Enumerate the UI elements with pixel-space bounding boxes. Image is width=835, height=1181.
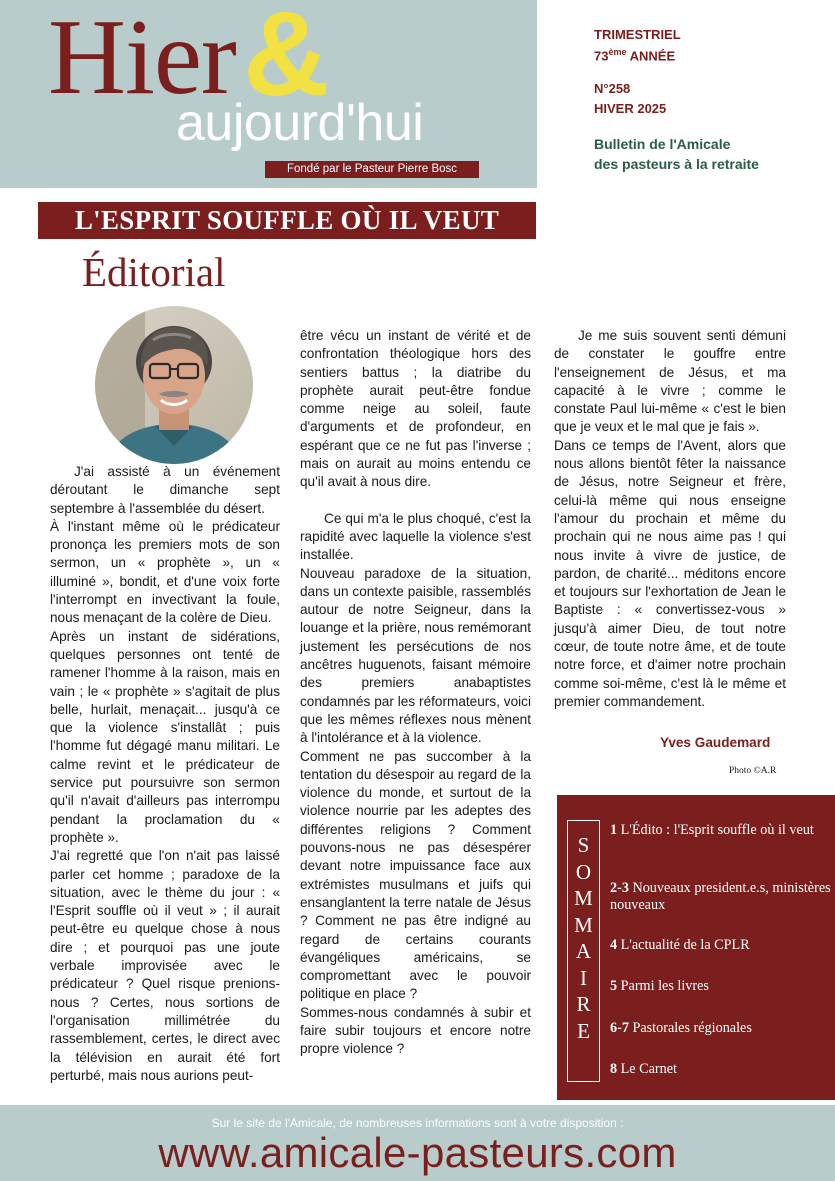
portrait-photo: [95, 306, 253, 464]
sommaire-item-number: 4: [610, 937, 618, 953]
section-title: Éditorial: [82, 249, 226, 295]
sommaire-item-text: L'Édito : l'Esprit souffle où il veut: [620, 822, 814, 838]
sommaire-letter: R: [576, 992, 591, 1016]
sommaire-item-number: 1: [610, 822, 618, 838]
sommaire-item[interactable]: [610, 1061, 832, 1078]
photo-credit: Photo ©A.R: [729, 766, 777, 776]
article-author: Yves Gaudemard: [660, 735, 771, 750]
paragraph: Je me suis souvent senti démuni de constater le gouffre entre l'enseignement de Jésus, et ma capacité à le vivre ; comme le constate Paul lui-même « c'est le bien que je veux et le mal que je fais ».: [554, 328, 786, 435]
article-column-3: [554, 327, 786, 711]
author-portrait: [95, 306, 253, 464]
sommaire-letter: E: [577, 1018, 590, 1043]
publication-year: [594, 44, 675, 64]
sommaire-item-text: Nouveaux president.e.s, ministères nouveaux: [610, 880, 831, 913]
sommaire-item-text: Le Carnet: [620, 1061, 677, 1077]
paragraph: être vécu un instant de vérité et de confrontation théologique hors des sentiers battus ; la diatribe du prophète aurait peut-être fondue comme neige au soleil, faute d'arguments et de profondeur, en espérant que ce ne fut pas l'inverse ; mais on aurait au moins entendu ce qu'il avait à nous dire.: [300, 328, 531, 490]
bulletin-line-2: des pasteurs à la retraite: [594, 156, 759, 172]
paragraph: Nouveau paradoxe de la situation, dans un contexte paisible, rassemblés autour de notre Seigneur, dans la louange et la prière, nous remémorant justement les persécutions de nos ancêtres huguenots, faisant mémoire des premiers anabaptistes condamnés par les réformateurs, voici que les mêmes réflexes nous mènent à l'intolérance et à la violence.: [300, 565, 531, 746]
year-superscript: ème: [608, 47, 627, 57]
paragraph: Sommes-nous condamnés à subir et faire subir toujours et encore notre propre violence ?: [300, 1004, 531, 1057]
paragraph: Comment ne pas succomber à la tentation du désespoir au regard de la violence du monde, et surtout de la violence nourrie par les adeptes des différentes religions ? Comment pouvons-nous ne pas désespérer devant notre impuissance face aux extrémistes musulmans et juifs qui ensanglantent la terre natale de Jésus ? Comment ne pas être indigné au regard de certains courants évangéliques américains, se compromettant avec le pouvoir politique en place ?: [300, 748, 531, 1002]
sommaire-item-number: 8: [610, 1061, 618, 1077]
logo-ampersand: &: [243, 0, 330, 121]
sommaire-letter: M: [574, 886, 593, 910]
paragraph: Ce qui m'a le plus choqué, c'est la rapidité avec laquelle la violence s'est installée.: [300, 510, 531, 563]
sommaire-letter: S: [577, 833, 590, 857]
logo-aujourdhui-text: aujourd'hui: [176, 94, 424, 152]
sommaire-item[interactable]: [610, 1020, 832, 1037]
sommaire-letter: A: [575, 939, 592, 963]
article-headline: L'ESPRIT SOUFFLE OÙ IL VEUT: [38, 202, 536, 239]
website-link[interactable]: www.amicale-pasteurs.com: [158, 1129, 677, 1176]
bulletin-description: [594, 134, 814, 174]
year-word: ANNÉE: [626, 48, 676, 64]
founder-banner: Fondé par le Pasteur Pierre Bosc: [265, 161, 479, 178]
article-column-1: [50, 463, 280, 1085]
sommaire-item-number: 5: [610, 978, 618, 994]
sommaire-title: [567, 832, 600, 1044]
issue-season: HIVER 2025: [594, 101, 667, 116]
sommaire-item-text: Pastorales régionales: [632, 1020, 752, 1036]
sommaire-letter: O: [575, 859, 592, 884]
paragraph: À l'instant même où le prédicateur prononça les premiers mots de son sermon, un « prophète », un « illuminé », bondit, et d'une voix forte l'interrompt en invectivant la foule, nous menaçant de la colère de Dieu.: [50, 518, 280, 626]
paragraph: Dans ce temps de l'Avent, alors que nous allons bientôt fêter la naissance de Jésus, notre Seigneur et frère, celui-là même qui nous enseigne l'amour du prochain et même du prochain qui ne nous aime pas ! qui nous invite à vivre de justice, de pardon, de charité... méditons encore et toujours sur l'exhortation de Jean le Baptiste : « convertissez-vous » jusqu'à aimer Dieu, de tout notre cœur, de toute notre âme, et de toute notre force, et d'aimer notre prochain comme soi-même, c'est là le même et premier commandement.: [554, 437, 786, 709]
sommaire-item[interactable]: [610, 937, 832, 954]
sommaire-item[interactable]: [610, 822, 832, 839]
sommaire-item[interactable]: [610, 880, 832, 914]
sommaire-letter: I: [580, 965, 587, 990]
paragraph: Après un instant de sidérations, quelques personnes ont tenté de ramener l'homme à la raison, mais en vain ; le « prophète » s'agitait de plus belle, hurlait, menaçait... jusqu'à ce que la violence s'installât ; puis l'homme fut dégagé manu militari. Le calme revint et le prédicateur de service put poursuivre son sermon qu'il n'avait d'ailleurs pas interrompu pendant la proclamation du « prophète ».: [50, 628, 280, 845]
sommaire-item-text: Parmi les livres: [620, 978, 709, 994]
sommaire-item[interactable]: [610, 978, 832, 995]
sommaire-letter: M: [574, 912, 593, 937]
year-number: 73: [594, 48, 609, 64]
sommaire-item-text: L'actualité de la CPLR: [620, 937, 750, 953]
logo-hier-text: Hier: [48, 0, 236, 117]
sommaire-item-number: 2-3: [610, 880, 629, 896]
footer-info-text: Sur le site de l'Amicale, de nombreuses informations sont à votre disposition :: [211, 1116, 624, 1130]
paragraph: J'ai assisté à un événement déroutant le dimanche sept septembre à l'assemblée du désert.: [50, 464, 280, 516]
publication-frequency: TRIMESTRIEL: [594, 27, 681, 42]
sommaire-item-number: 6-7: [610, 1020, 629, 1036]
article-column-2: [300, 327, 531, 1059]
bulletin-line-1: Bulletin de l'Amicale: [594, 136, 731, 152]
issue-number: N°258: [594, 81, 631, 96]
paragraph: J'ai regretté que l'on n'ait pas laissé parler cet homme ; paradoxe de la situation, avec le thème du jour : « l'Esprit souffle où il veut » ; il aurait peut-être eu quelque chose à nous dire ; et pourquoi pas une joute verbale improvisée avec le prédicateur ? Quel risque prenions-nous ? Certes, nous sortions de l'organisation millimétrée du rassemblement, certes, le direct avec la télévision en aurait été fort perturbé, mais nous aurions peut-: [50, 848, 280, 1083]
